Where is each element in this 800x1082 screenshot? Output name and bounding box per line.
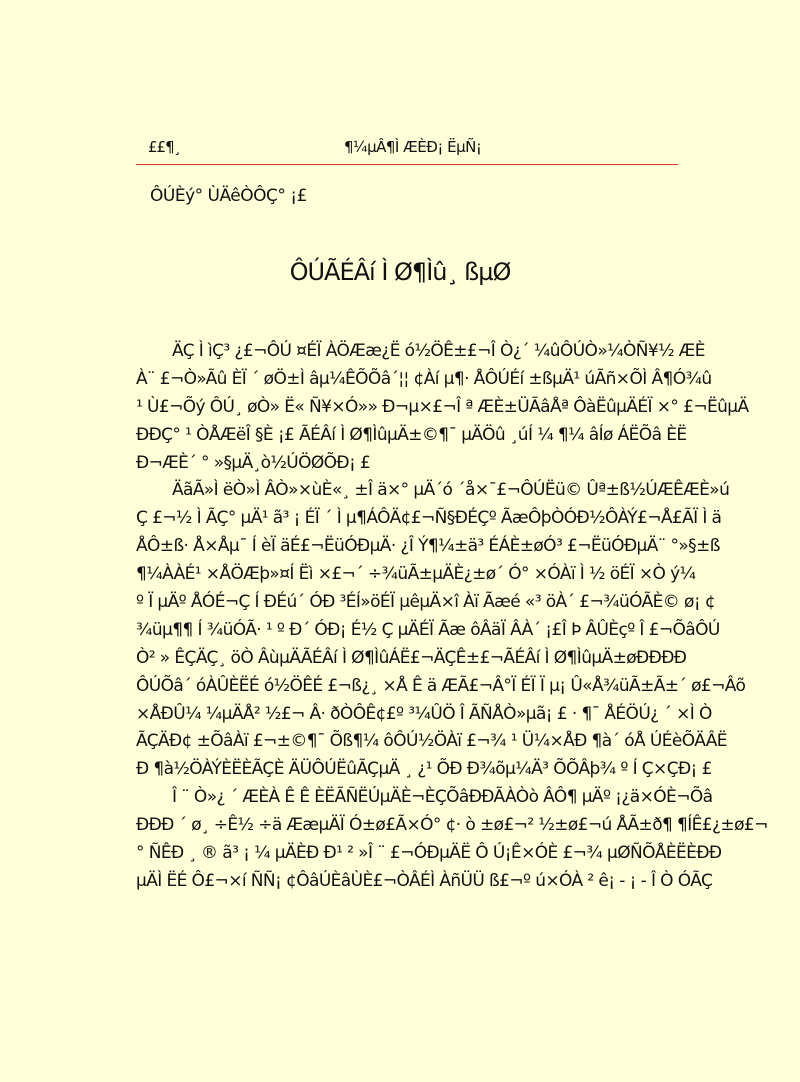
paragraph-line: Î ¨ Ò»¿ ´ ÆÈÀ Ê Ê ÈËÃÑËÚµÄÈ¬ÈÇÕâÐÐÃÀÒò ÂÔ¶ µÄº ¡¿ä×ÓÈ¬Õâ xyxy=(172,787,713,808)
paragraph-line: ¾üµ¶¶ Í ¾üÓÃ· ¹ º Ð´ ÓÐ¡ É½ Ç µÄÉÏ Ãæ ôÂäÏ ÂÀ´ ¡£Î Þ ÂÛÈçº Î £¬ÕâÔÚ xyxy=(136,619,720,640)
paragraph-line: ¶¼ÀÀÉ¹ ×ÅÖÆþ»¤Í Ëì ×£¬´ ÷¾üÃ±µÄÈ¿±ø´ Ó° ×ÓÀï Ì ½ öÉÏ ×Ò ý¼ xyxy=(136,564,696,585)
paragraph-line: º Ï µÄº ÅÓÉ¬Ç Í ÐÉú´ ÓÐ ³ÉÍ»öÉÏ µêµÄ×î Àï Ãæé «³ öÀ´ £¬¾üÓÃÈ© ø¡ ¢ xyxy=(136,592,716,613)
section-title: ÔÚÃÉÂí Ì Ø¶Ìû¸ ßµØ xyxy=(289,258,511,286)
paragraph-line: ×ÅÐÛ¼ ¼µÄÅ² ½£¬ Â· ðÒÔÊ¢£º ³¼ÛÖ Î ÃÑÅÒ»µã¡ £ · ¶¯ ÅÉÖÚ¿ ´ ×Ì Ò xyxy=(136,703,712,724)
continued-text-line: ÔÚÈý° ÙÄêÒÔÇ° ¡£ xyxy=(150,186,307,206)
paragraph-line: µÄÌ ËÉ Ô£¬×í ÑÑ¡ ¢ÔâÚÈâÙÈ£¬ÒÂÉÌ ÀñÜÜ ß£¬º ú×ÓÀ ² ê¡ - ¡ - Î Ò ÓÃÇ xyxy=(136,870,713,891)
paragraph-line: ÃÇÄÐ¢ ±ÕâÀï £¬±©¶¯ Õß¶¼ ôÔÚ½ÖÀï £¬¾ ¹ Ü¼×ÅÐ ¶à´ óÅ ÚÉèÕÄÂË xyxy=(136,731,727,752)
paragraph-line: À¨ £¬Ò»Ãû ÈÏ ´ øÖ±Ì âµ¼ÊÕÕâ´¦¦ ¢Àí µ¶· ÅÔÚÉí ±ßµÄ¹ úÃñ×ÕÌ Â¶Ó¾û xyxy=(136,368,712,389)
paragraph-line: ÅÔ±ß· Å×Åµ¯ Í èÏ äÉ£¬ËüÓÐµÄ· ¿Î Ý¶¼±ä³ ÉÁÈ±øÓ³ £¬ËüÓÐµÄ¨ °»§±ß xyxy=(136,536,720,557)
body-text xyxy=(136,338,768,896)
paragraph-line: ÄÇ Ì ìÇ³ ¿£¬ÔÚ ¤ÉÏ ÀÖÆæ¿Ë ó½ÖÊ±£¬Î Ò¿´ ¼ûÔÚÒ»¼ÒÑ¥½ ÆÈ xyxy=(172,341,705,361)
paragraph-line: ÐÐÇ° ¹ ÒÅÆëÎ §È ¡£ ÃÉÂí Ì Ø¶ÌûµÄ±©¶¯ µÄÖû ¸úÍ ¼ ¶¼ âÍø ÁËÕâ ÈË xyxy=(136,424,687,445)
paragraph-line: Ò² » ÊÇÄÇ¸ öÒ ÂùµÄÃÉÂí Ì Ø¶ÌûÁË£¬ÄÇÊ±£¬ÃÉÂí Ì Ø¶ÌûµÄ±øÐÐÐÐ xyxy=(136,647,687,668)
paragraph-line: Ð ¶à½ÖÀÝÈËÈÃÇÈ ÄÜÔÚËûÃÇµÄ ¸ ¿¹ ÕÐ Ð¾õµ¼Ä³ ÕÕÂþ¾ º Í Ç×ÇÐ¡ £ xyxy=(136,759,712,780)
paragraph xyxy=(136,477,746,784)
paragraph xyxy=(136,338,749,477)
paragraph-line: ÐÐÐ ´ ø¸ ÷Ê½ ÷ä ÆæµÄÏ Ó±ø£Ã×Ó° ¢· ò ±ø£¬² ½±ø£¬ú ÅÃ±ð¶ ¶ÍÊ£¿±ø£¬ xyxy=(136,815,768,836)
page-number: ££¶¸ xyxy=(148,138,181,156)
paragraph-line: ¹ Ù£¬Õý ÔÚ¸ øÒ» Ë« Ñ¥×Ó»» Ð¬µ×£¬Î ª ÆÈ±ÜÃâÅª ÔàËûµÄÉÏ ×° £¬ËûµÄ xyxy=(136,396,749,417)
paragraph-line: Ð¬ÆÈ´ ° »§µÄ¸ò½ÚÖØÕÐ¡ £ xyxy=(136,452,371,473)
paragraph-line: ÄãÃ»Ì ëÒ»Ì ÂÒ»×ùÈ«¸ ±Î ä×° µÄ´ó ´å×¯£¬ÔÚËü© Ûª±ß½ÚÆÊÆÈ»ú xyxy=(172,480,730,501)
paragraph-line: ÔÚÕâ´ óÀÛÈËÉ ó½ÖÊÉ £¬ß¿¸ ×Å Ê ä ÆÃ£¬Â°Ï ÉÏ Ï µ¡ Û«Å¾üÃ±Ã±´ ø£¬Âõ xyxy=(136,675,746,696)
paragraph xyxy=(136,784,768,896)
paragraph-line: ° ÑÊÐ ¸ ® ã³ ¡ ¼ µÄÈÐ Ð¹ ² »Î ¨ £¬ÓÐµÄË Ô Ú¡Ê×ÓÈ £¬¾ µØÑÕÅÈËÈÐÐ xyxy=(136,843,722,864)
running-title: ¶¼µÂ¶Ì ÆÈÐ¡ ËµÑ¡ xyxy=(344,138,482,156)
paragraph-line: Ç £¬½ Ì ÃÇ° µÄ¹ ã³ ¡ ÉÏ ´ Ì µ¶ÁÔÄ¢£¬Ñ§ÐÉÇº ÃæÔþÒÓÐ½ÔÀÝ£¬Å£ÃÏ Ì ä xyxy=(136,508,722,529)
running-header xyxy=(136,138,678,165)
